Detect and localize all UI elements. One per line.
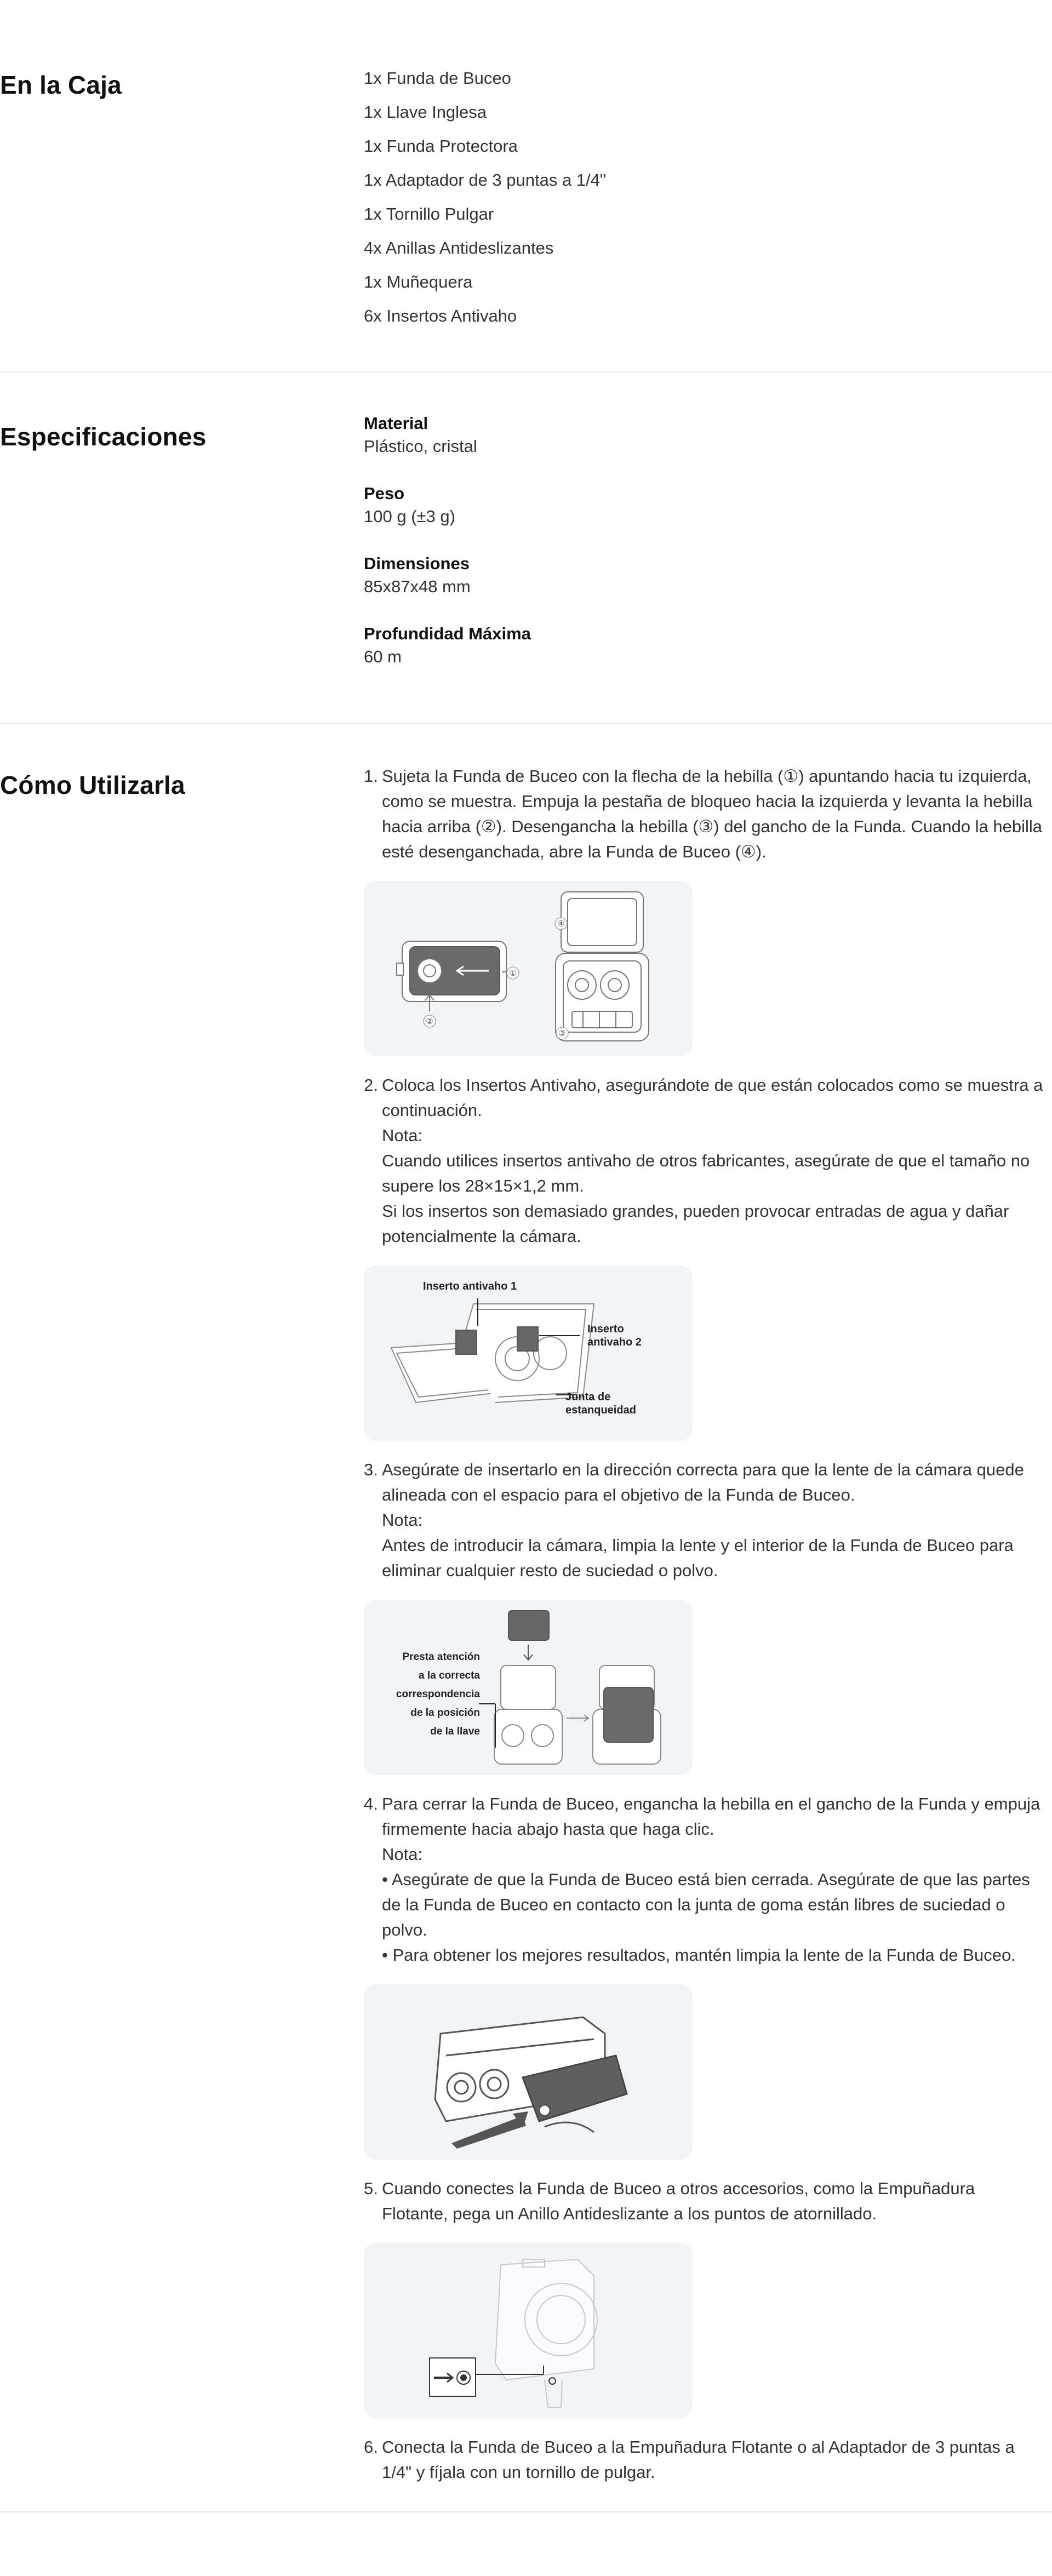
spec-label: Material bbox=[364, 414, 428, 433]
usage-title: Cómo Utilizarla bbox=[0, 771, 185, 799]
attention-line-3: correspondencia bbox=[396, 1688, 480, 1700]
callout-1: ① bbox=[509, 969, 517, 978]
attention-line-5: de la llave bbox=[430, 1726, 480, 1737]
note-text: • Para obtener los mejores resultados, mantén limpia la lente de la Funda de Buceo. bbox=[382, 1945, 1016, 1965]
step-number: 3. bbox=[364, 1460, 378, 1479]
step-6 bbox=[364, 2435, 1043, 2485]
list-item: 6x Insertos Antivaho bbox=[364, 306, 517, 325]
usage-section bbox=[0, 724, 1052, 2512]
note-text: Cuando utilices insertos antivaho de otros fabricantes, asegúrate de que el tamaño no supere los 28×15×1,2 mm. bbox=[382, 1151, 1030, 1195]
spec-max-depth bbox=[364, 622, 1043, 668]
usage-steps bbox=[364, 764, 1043, 2485]
callout-3: ③ bbox=[558, 1029, 566, 1038]
spec-label: Profundidad Máxima bbox=[364, 624, 531, 643]
list-item: 1x Adaptador de 3 puntas a 1/4" bbox=[364, 170, 606, 190]
label-seal-b: estanqueidad bbox=[565, 1404, 636, 1416]
callout-2: ② bbox=[426, 1017, 433, 1026]
specs-list bbox=[364, 412, 1043, 692]
callout-4: ④ bbox=[557, 919, 565, 929]
list-item: 1x Funda de Buceo bbox=[364, 68, 511, 88]
label-seal-a: Junta de bbox=[565, 1391, 611, 1403]
note-label: Nota: bbox=[382, 1510, 423, 1530]
spec-value: 60 m bbox=[364, 647, 402, 666]
attention-line-2: a la correcta bbox=[419, 1670, 480, 1681]
note-text: Si los insertos son demasiado grandes, pueden provocar entradas de agua y dañar potencialmente la cámara. bbox=[382, 1201, 1009, 1246]
spec-value: 100 g (±3 g) bbox=[364, 507, 455, 526]
spec-weight bbox=[364, 482, 1043, 528]
open-case-illustration bbox=[364, 881, 693, 1056]
in-box-title: En la Caja bbox=[0, 71, 122, 99]
note-label: Nota: bbox=[382, 1126, 423, 1145]
figure-open-case bbox=[364, 881, 693, 1056]
figure-antifog-inserts bbox=[364, 1266, 693, 1441]
step-2 bbox=[364, 1073, 1043, 1249]
label-antifog-1: Inserto antivaho 1 bbox=[423, 1280, 517, 1292]
step-number: 4. bbox=[364, 1794, 378, 1813]
step-4 bbox=[364, 1791, 1043, 1968]
step-number: 1. bbox=[364, 766, 378, 786]
in-box-section bbox=[0, 0, 1052, 373]
step-1 bbox=[364, 764, 1043, 865]
step-number: 2. bbox=[364, 1075, 378, 1095]
label-antifog-2b: antivaho 2 bbox=[587, 1336, 642, 1348]
step-text: Asegúrate de insertarlo en la dirección correcta para que la lente de la cámara quede alineada con el espacio para el objetivo de la Funda de Buceo. bbox=[382, 1460, 1024, 1504]
list-item: 1x Tornillo Pulgar bbox=[364, 204, 494, 224]
note-text: • Asegúrate de que la Funda de Buceo está bien cerrada. Asegúrate de que las partes de la Funda de Buceo en contacto con la junta de goma están libres de suciedad o polvo. bbox=[382, 1870, 1030, 1939]
spec-label: Peso bbox=[364, 484, 405, 503]
step-5 bbox=[364, 2176, 1043, 2226]
spec-label: Dimensiones bbox=[364, 554, 470, 573]
note-text: Antes de introducir la cámara, limpia la lente y el interior de la Funda de Buceo para eliminar cualquier resto de suciedad o polvo. bbox=[382, 1536, 1014, 1580]
spec-dimensions bbox=[364, 552, 1043, 598]
in-box-list bbox=[364, 61, 1043, 333]
figure-close-case bbox=[364, 1984, 693, 2160]
spec-material bbox=[364, 412, 1043, 458]
step-text: Conecta la Funda de Buceo a la Empuñadura Flotante o al Adaptador de 3 puntas a 1/4" y fíjala con un tornillo de pulgar. bbox=[382, 2437, 1015, 2482]
figure-anti-slip-ring bbox=[364, 2243, 693, 2418]
anti-slip-illustration bbox=[364, 2243, 693, 2418]
step-text: Sujeta la Funda de Buceo con la flecha de la hebilla (①) apuntando hacia tu izquierda, como se muestra. Empuja la pestaña de bloqueo hacia la izquierda y levanta la hebilla hacia arriba (②). Desengancha la hebilla (③) del gancho de la Funda. Cuando la hebilla esté desenganchada, abre la Funda de Buceo (④). bbox=[382, 766, 1043, 861]
spec-value: 85x87x48 mm bbox=[364, 577, 471, 596]
step-text: Cuando conectes la Funda de Buceo a otros accesorios, como la Empuñadura Flotante, pega un Anillo Antideslizante a los puntos de atornillado. bbox=[382, 2179, 975, 2223]
step-text: Para cerrar la Funda de Buceo, engancha la hebilla en el gancho de la Funda y empuja firmemente hacia abajo hasta que haga clic. bbox=[382, 1794, 1040, 1839]
insert-camera-illustration bbox=[364, 1600, 693, 1775]
list-item: 1x Llave Inglesa bbox=[364, 102, 487, 122]
note-label: Nota: bbox=[382, 1845, 423, 1864]
list-item: 4x Anillas Antideslizantes bbox=[364, 238, 554, 257]
attention-line-4: de la posición bbox=[410, 1707, 480, 1719]
specs-title: Especificaciones bbox=[0, 422, 207, 451]
close-case-illustration bbox=[364, 1984, 693, 2160]
list-item: 1x Muñequera bbox=[364, 272, 473, 291]
spec-value: Plástico, cristal bbox=[364, 437, 477, 456]
step-number: 6. bbox=[364, 2437, 378, 2457]
figure-insert-camera bbox=[364, 1600, 693, 1775]
antifog-illustration bbox=[364, 1266, 693, 1441]
list-item: 1x Funda Protectora bbox=[364, 136, 518, 156]
attention-line-1: Presta atención bbox=[402, 1651, 480, 1663]
specs-section bbox=[0, 373, 1052, 724]
step-3 bbox=[364, 1457, 1043, 1583]
label-antifog-2a: Inserto bbox=[587, 1323, 624, 1335]
step-number: 5. bbox=[364, 2179, 378, 2198]
step-text: Coloca los Insertos Antivaho, asegurándote de que están colocados como se muestra a continuación. bbox=[382, 1075, 1043, 1120]
